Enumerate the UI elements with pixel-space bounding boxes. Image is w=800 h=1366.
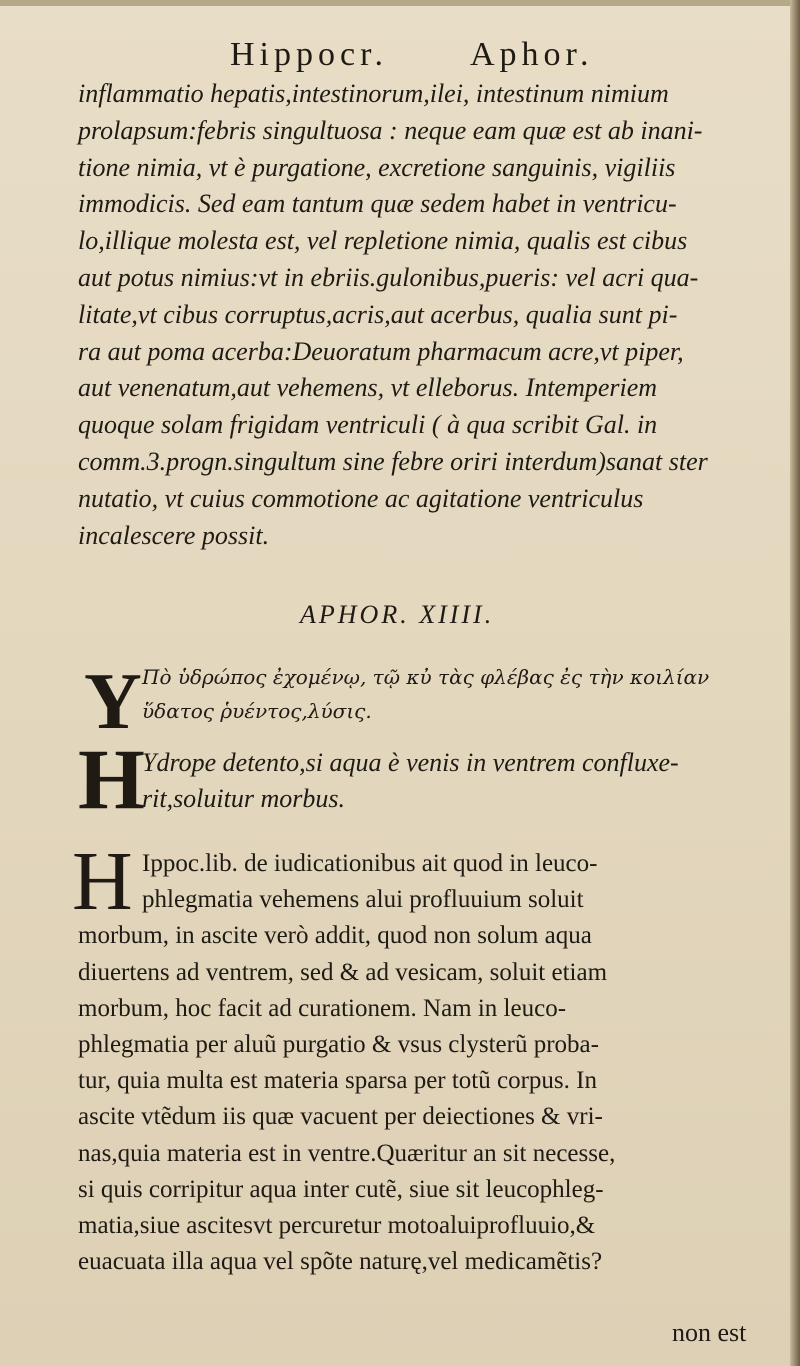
body-dropcap: H bbox=[72, 835, 133, 928]
body-line: tur, quia multa est materia sparsa per totũ corpus. In bbox=[78, 1067, 597, 1095]
catchword: non est bbox=[672, 1318, 747, 1347]
latin-dropcap: H bbox=[78, 731, 145, 827]
body-line: diuertens ad ventrem, sed & ad vesicam, soluit etiam bbox=[78, 958, 608, 986]
body-line: si quis corripitur aqua inter cutẽ, siue sit leucophleg- bbox=[78, 1175, 604, 1203]
body-line: ascite vtẽdum iis quæ vacuent per deiectiones & vri- bbox=[78, 1103, 603, 1131]
text-line: inflammatio hepatis,intestinorum,ilei, intestinum nimium bbox=[78, 79, 669, 108]
body-line: morbum, in ascite verò addit, quod non solum aqua bbox=[78, 922, 592, 950]
latin-line: rit,soluitur morbus. bbox=[142, 784, 345, 813]
header-left: Hippocr. bbox=[230, 36, 389, 73]
body-line: phlegmatia vehemens alui profluuium soluit bbox=[142, 886, 584, 914]
text-line: incalescere possit. bbox=[78, 520, 270, 550]
text-line: prolapsum:febris singultuosa : neque eam quæ est ab inani- bbox=[78, 115, 703, 145]
text-line: lo,illique molesta est, vel repletione nimia, qualis est cibus bbox=[78, 226, 688, 256]
aphorism-title: APHOR. XIIII. bbox=[300, 600, 495, 629]
page-binding-edge bbox=[790, 0, 800, 1366]
text-line: immodicis. Sed eam tantum quæ sedem habet in ventricu- bbox=[78, 189, 677, 219]
text-line: nutatio, vt cuius commotione ac agitatione ventriculus bbox=[78, 483, 644, 513]
text-line: aut potus nimius:vt in ebriis.gulonibus,pueris: vel acri qua- bbox=[78, 262, 699, 292]
commentary-block bbox=[78, 76, 778, 554]
greek-line: Πὸ ὑδρώπος ἐχομένῳ, τῷ κὐ τὰς φλέβας ἐς τὴν κοιλίαν bbox=[142, 665, 710, 689]
body-line: phlegmatia per aluũ purgatio & vsus clysterũ proba- bbox=[78, 1031, 599, 1059]
greek-dropcap: Y bbox=[84, 658, 142, 746]
body-line: nas,quia materia est in ventre.Quæritur an sit necesse, bbox=[78, 1139, 616, 1167]
text-line: comm.3.progn.singultum sine febre oriri interdum)sanat ster bbox=[78, 446, 708, 476]
body-line: morbum, hoc facit ad curationem. Nam in leuco- bbox=[78, 994, 567, 1022]
greek-aphorism bbox=[142, 660, 782, 728]
text-line: tione nimia, vt è purgatione, excretione sanguinis, vigiliis bbox=[78, 152, 676, 182]
body-line: euacuata illa aqua vel spõte naturę,vel medicamẽtis? bbox=[78, 1248, 603, 1276]
body-line: Ippoc.lib. de iudicationibus ait quod in leuco- bbox=[142, 850, 598, 877]
text-line: litate,vt cibus corruptus,acris,aut acerbus, qualia sunt pi- bbox=[78, 299, 678, 329]
latin-line: Ydrope detento,si aqua è venis in ventrem confluxe- bbox=[142, 748, 679, 777]
commentary-body bbox=[78, 846, 778, 1280]
header-right: Aphor. bbox=[470, 36, 594, 73]
greek-line: ὕδατος ῥυέντος,λύσις. bbox=[142, 699, 372, 723]
text-line: ra aut poma acerba:Deuoratum pharmacum acre,vt piper, bbox=[78, 336, 684, 366]
page-top-edge bbox=[0, 0, 800, 6]
body-line: matia,siue ascitesvt percuretur motoaluiprofluuio,& bbox=[78, 1212, 596, 1240]
text-line: aut venenatum,aut vehemens, vt elleborus. Intemperiem bbox=[78, 373, 658, 403]
latin-aphorism bbox=[142, 745, 782, 817]
text-line: quoque solam frigidam ventriculi ( à qua scribit Gal. in bbox=[78, 410, 658, 440]
